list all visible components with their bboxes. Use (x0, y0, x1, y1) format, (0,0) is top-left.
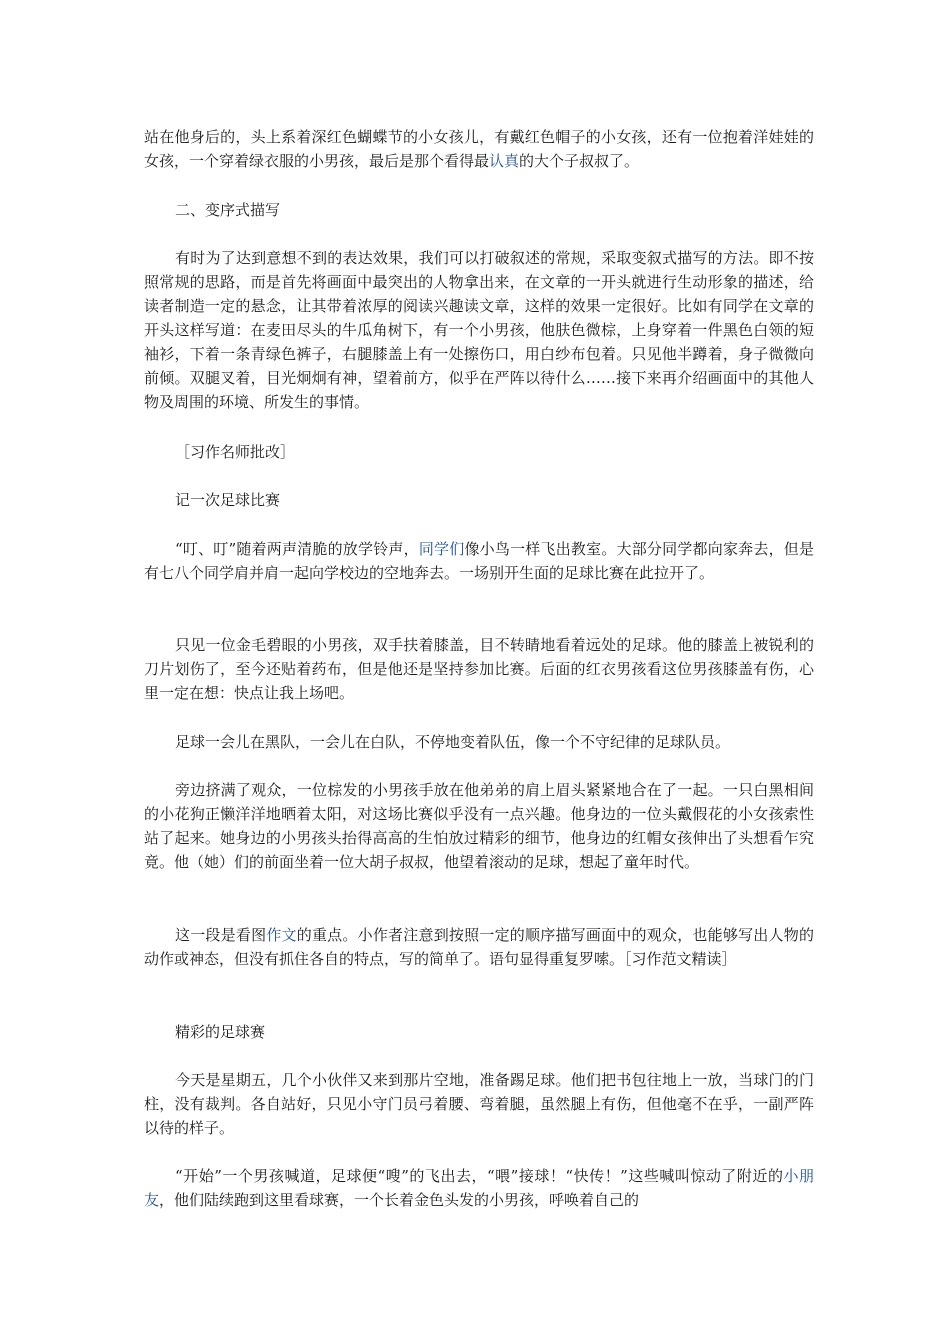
link-renzhen[interactable]: 认真 (489, 152, 520, 170)
paragraph-1-text: 站在他身后的，头上系着深红色蝴蝶节的小女孩儿，有戴红色帽子的小女孩，还有一位抱着洋娃娃的女孩，一个穿着绿衣服的小男孩，最后是那个看得最 (144, 128, 814, 170)
essay-title-1-text: 记一次足球比赛 (175, 491, 281, 509)
paragraph-13-text-end: ，他们陆续跑到这里看球赛，一个长着金色头发的小男孩，呼唤着自己的 (159, 1191, 640, 1209)
bracket-heading-1-text: ［习作名师批改］ (175, 443, 296, 461)
paragraph-6 (144, 537, 814, 585)
paragraph-9 (144, 778, 814, 874)
link-zuowen[interactable]: 作文 (266, 926, 297, 944)
paragraph-1 (144, 125, 814, 173)
paragraph-13-text: “开始”一个男孩喊道，足球便“嗖”的飞出去，“喂”接球！“快传！”这些喊叫惊动了附近的 (175, 1167, 784, 1185)
paragraph-10-text-end: 的重点。小作者注意到按照一定的顺序描写画面中的观众，也能够写出人物的动作或神态，但没有抓住各自的特点，写的简单了。语句显得重复罗嗦。［习作范文精读］ (144, 926, 814, 968)
essay-title-1 (144, 488, 814, 512)
paragraph-12 (144, 1068, 814, 1140)
link-xiaopengyou[interactable]: 小朋友 (144, 1167, 814, 1209)
paragraph-10 (144, 923, 814, 971)
section-heading-text: 二、变序式描写 (175, 201, 281, 219)
essay-title-2 (144, 1020, 814, 1044)
essay-title-2-text: 精彩的足球赛 (175, 1023, 266, 1041)
paragraph-9-text: 旁边挤满了观众，一位棕发的小男孩手放在他弟弟的肩上眉头紧紧地合在了一起。一只白黑相间的小花狗正懒洋洋地晒着太阳，对这场比赛似乎没有一点兴趣。他身边的一位头戴假花的小女孩索性站了起来。她身边的小男孩头抬得高高的生怕放过精彩的细节，他身边的红帽女孩伸出了头想看乍究竟。他（她）们的前面坐着一位大胡子叔叔，他望着滚动的足球，想起了童年时代。 (144, 781, 814, 871)
bracket-heading-1 (144, 440, 814, 464)
paragraph-3-text: 有时为了达到意想不到的表达效果，我们可以打破叙述的常规，采取变叙式描写的方法。即不按照常规的思路，而是首先将画面中最突出的人物拿出来，在文章的一开头就进行生动形象的描述，给读者制造一定的悬念，让其带着浓厚的阅读兴趣读文章，这样的效果一定很好。比如有同学在文章的开头这样写道：在麦田尽头的牛瓜角树下，有一个小男孩，他肤色微棕，上身穿着一件黑色白领的短袖衫，下着一条青绿色裤子，右腿膝盖上有一处擦伤口，用白纱布包着。只见他半蹲着，身子微微向前倾。双腿叉着，目光炯炯有神，望着前方，似乎在严阵以待什么……接下来再介绍画面中的其他人物及周围的环境、所发生的事情。 (144, 249, 814, 411)
paragraph-7-text: 只见一位金毛碧眼的小男孩，双手扶着膝盖，目不转睛地看着远处的足球。他的膝盖上被锐利的刀片划伤了，至今还贴着药布，但是他还是坚持参加比赛。后面的红衣男孩看这位男孩膝盖有伤，心里一定在想：快点让我上场吧。 (144, 636, 814, 702)
paragraph-6-text-end: 像小鸟一样飞出教室。大部分同学都向家奔去，但是有七八个同学肩并肩一起向学校边的空地奔去。一场别开生面的足球比赛在此拉开了。 (144, 540, 814, 582)
paragraph-13 (144, 1164, 814, 1212)
section-heading (144, 198, 814, 222)
paragraph-10-text: 这一段是看图 (175, 926, 267, 944)
paragraph-1-text-end: 的大个子叔叔了。 (519, 152, 640, 170)
link-tongxuemen[interactable]: 同学们 (418, 540, 465, 558)
paragraph-12-text: 今天是星期五，几个小伙伴又来到那片空地，准备踢足球。他们把书包往地上一放，当球门的门柱，没有裁判。各自站好，只见小守门员弓着腰、弯着腿，虽然腿上有伤，但他毫不在乎，一副严阵以待的样子。 (144, 1071, 814, 1137)
paragraph-8 (144, 730, 814, 754)
paragraph-3 (144, 246, 814, 414)
paragraph-8-text: 足球一会儿在黑队，一会儿在白队，不停地变着队伍，像一个不守纪律的足球队员。 (175, 733, 731, 751)
paragraph-6-text: “叮、叮”随着两声清脆的放学铃声， (175, 540, 419, 558)
paragraph-7 (144, 633, 814, 705)
